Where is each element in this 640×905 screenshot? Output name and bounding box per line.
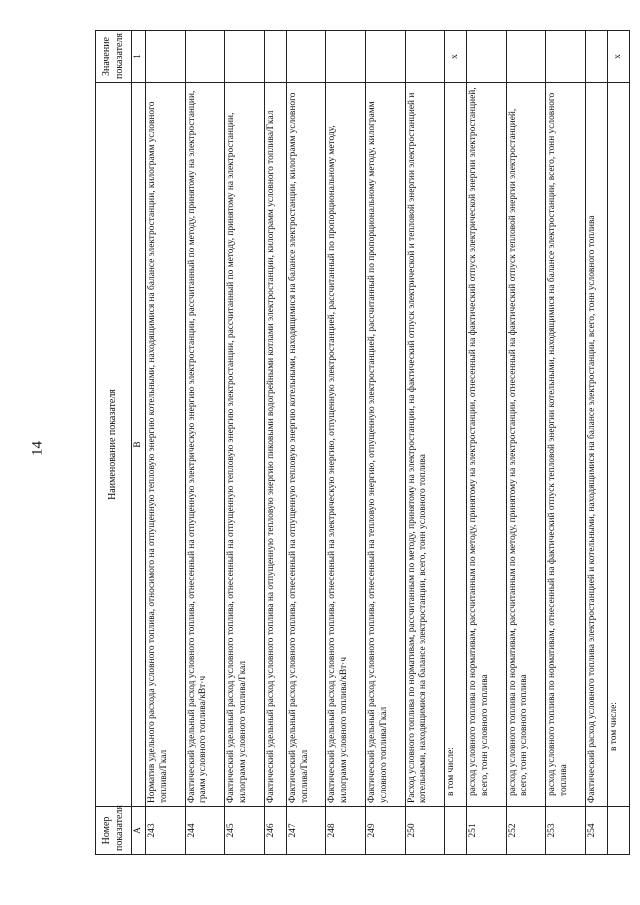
row-number <box>607 807 629 855</box>
row-name: в том числе: <box>607 83 629 807</box>
header-value: Значение показателя <box>96 31 132 83</box>
table-row <box>326 31 366 855</box>
row-value[interactable] <box>546 31 586 83</box>
row-value: x <box>607 31 629 83</box>
letter-a: А <box>132 807 146 855</box>
table-row <box>286 31 326 855</box>
row-value: x <box>445 31 467 83</box>
row-number: 245 <box>225 807 265 855</box>
row-value[interactable] <box>185 31 225 83</box>
letters-row <box>132 31 146 855</box>
table-row <box>467 31 507 855</box>
row-value[interactable] <box>286 31 326 83</box>
letter-b: В <box>132 83 146 807</box>
row-value[interactable] <box>405 31 445 83</box>
row-value[interactable] <box>146 31 186 83</box>
table-row <box>607 31 629 855</box>
table-row <box>146 31 186 855</box>
table-row <box>264 31 286 855</box>
indicators-table <box>95 30 630 855</box>
row-number: 252 <box>506 807 546 855</box>
row-name: Фактический удельный расход условного топлива, отнесенный на отпущенную тепловую энергию котельными, находящимися на балансе электростанции, килограмм условного топлива/Гкал <box>286 83 326 807</box>
table-row <box>506 31 546 855</box>
row-value[interactable] <box>225 31 265 83</box>
row-name: расход условного топлива по нормативам, рассчитанным по методу, принятому на электростанции, отнесенный на фактический отпуск тепловой энергии электростанцией, всего, тонн условного топлива <box>506 83 546 807</box>
row-name: расход условного топлива по нормативам, отнесенный на фактический отпуск тепловой энергии котельными, находящимися на балансе электростанции, всего, тонн условного топлива <box>546 83 586 807</box>
row-name: Фактический удельный расход условного топлива, отнесенный на электрическую энергию, отпущенную электростанцией, рассчитанный по пропорциональному методу, килограмм условного топлива/кВт·ч <box>326 83 366 807</box>
row-number: 247 <box>286 807 326 855</box>
row-value[interactable] <box>506 31 546 83</box>
row-value[interactable] <box>467 31 507 83</box>
row-number: 244 <box>185 807 225 855</box>
rotated-page <box>95 30 630 855</box>
row-value[interactable] <box>585 31 607 83</box>
row-name: Расход условного топлива по нормативам, рассчитанным по методу, принятому на электростанции, на фактический отпуск электрической и тепловой энергии электростанцией и котельными, находящимися на балансе электростанции, всего, тонн условного топлива <box>405 83 445 807</box>
page-number: 14 <box>29 441 46 456</box>
row-number: 248 <box>326 807 366 855</box>
row-value[interactable] <box>264 31 286 83</box>
row-value[interactable] <box>326 31 366 83</box>
table-row <box>185 31 225 855</box>
table-row <box>405 31 445 855</box>
table-row <box>445 31 467 855</box>
row-name: в том числе: <box>445 83 467 807</box>
table-row <box>585 31 607 855</box>
row-name: Норматив удельного расхода условного топлива, относимого на отпущенную тепловую энергию котельными, находящимися на балансе электростанции, килограмм условного топлива/Гкал <box>146 83 186 807</box>
row-name: Фактический удельный расход условного топлива, отнесенный на тепловую энергию, отпущенную электростанцией, рассчитанный по пропорциональному методу, килограмм условного топлива/Гкал <box>365 83 405 807</box>
row-number: 243 <box>146 807 186 855</box>
table-row <box>365 31 405 855</box>
row-number: 246 <box>264 807 286 855</box>
table-row <box>546 31 586 855</box>
row-value[interactable] <box>365 31 405 83</box>
row-name: Фактический удельный расход условного топлива, отнесенный на отпущенную тепловую энергию электростанции, рассчитанный по методу, принятому на электростанции, килограмм условного топлива/Гкал <box>225 83 265 807</box>
row-number: 253 <box>546 807 586 855</box>
header-name: Наименование показателя <box>96 83 132 807</box>
row-number: 254 <box>585 807 607 855</box>
table-header-row <box>96 31 132 855</box>
row-number: 250 <box>405 807 445 855</box>
row-name: расход условного топлива по нормативам, рассчитанным по методу, принятому на электростанции, отнесенный на фактический отпуск электрической энергии электростанцией, всего, тонн условного топлива <box>467 83 507 807</box>
header-number: Номер показателя <box>96 807 132 855</box>
table-row <box>225 31 265 855</box>
row-name: Фактический удельный расход условного топлива, отнесенный на отпущенную электрическую энергию электростанции, рассчитанный по методу, принятому на электростанции, грамм условного топлива/кВт·ч <box>185 83 225 807</box>
letter-c: 1 <box>132 31 146 83</box>
row-name: Фактический расход условного топлива электростанцией и котельными, находящимися на балансе электростанции, всего, тонн условного топлива <box>585 83 607 807</box>
row-name: Фактический удельный расход условного топлива на отпущенную тепловую энергию пиковыми водогрейными котлами электростанции, килограмм условного топлива/Гкал <box>264 83 286 807</box>
row-number: 249 <box>365 807 405 855</box>
row-number <box>445 807 467 855</box>
row-number: 251 <box>467 807 507 855</box>
